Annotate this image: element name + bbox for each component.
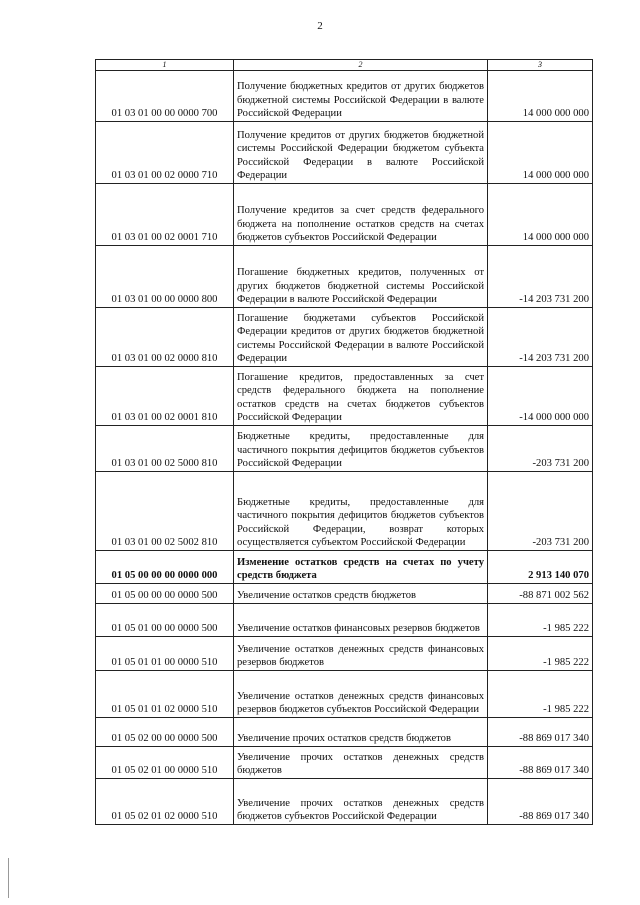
table-row	[96, 308, 593, 367]
row-name: Получение кредитов за счет средств федерального бюджета на пополнение остатков средств на счетах бюджетов субъектов Российской Федерации	[234, 184, 488, 246]
page-number: 2	[317, 20, 323, 32]
row-amount: -14 203 731 200	[488, 246, 593, 308]
row-amount: -88 869 017 340	[488, 747, 593, 779]
row-name: Погашение кредитов, предоставленных за счет средств федерального бюджета на пополнение остатков средств на счетах бюджетов субъектов Российской Федерации	[234, 367, 488, 426]
table-row	[96, 604, 593, 637]
row-code: 01 03 01 00 00 0000 700	[96, 71, 234, 122]
row-name: Увеличение прочих остатков денежных средств бюджетов субъектов Российской Федерации	[234, 779, 488, 825]
row-amount: -203 731 200	[488, 472, 593, 551]
row-code: 01 05 02 01 02 0000 510	[96, 779, 234, 825]
row-code: 01 05 02 01 00 0000 510	[96, 747, 234, 779]
row-amount: 14 000 000 000	[488, 122, 593, 184]
row-amount: -14 203 731 200	[488, 308, 593, 367]
table-row	[96, 584, 593, 604]
row-code: 01 03 01 00 02 0000 710	[96, 122, 234, 184]
row-name: Увеличение прочих остатков денежных средств бюджетов	[234, 747, 488, 779]
column-header-name: 2	[234, 60, 488, 71]
row-name: Увеличение остатков денежных средств финансовых резервов бюджетов	[234, 637, 488, 671]
table-row	[96, 671, 593, 718]
row-name: Получение кредитов от других бюджетов бюджетной системы Российской Федерации бюджетом субъекта Российской Федерации в валюте Российской Федерации	[234, 122, 488, 184]
row-name: Увеличение остатков финансовых резервов бюджетов	[234, 604, 488, 637]
column-header-amount: 3	[488, 60, 593, 71]
row-amount: 2 913 140 070	[488, 551, 593, 584]
row-code: 01 03 01 00 02 0001 710	[96, 184, 234, 246]
row-code: 01 03 01 00 00 0000 800	[96, 246, 234, 308]
row-amount: 14 000 000 000	[488, 71, 593, 122]
table-row	[96, 71, 593, 122]
table-row	[96, 426, 593, 472]
column-header-code: 1	[96, 60, 234, 71]
row-amount: -1 985 222	[488, 604, 593, 637]
row-name: Бюджетные кредиты, предоставленные для частичного покрытия дефицитов бюджетов субъектов Российской Федерации, возврат которых осуществляется субъектом Российской Федерации	[234, 472, 488, 551]
row-name: Изменение остатков средств на счетах по учету средств бюджета	[234, 551, 488, 584]
row-code: 01 05 00 00 00 0000 000	[96, 551, 234, 584]
table-row	[96, 246, 593, 308]
row-amount: -1 985 222	[488, 637, 593, 671]
table-row	[96, 367, 593, 426]
row-name: Увеличение остатков денежных средств финансовых резервов бюджетов субъектов Российской Федерации	[234, 671, 488, 718]
row-amount: -88 869 017 340	[488, 718, 593, 747]
row-code: 01 05 02 00 00 0000 500	[96, 718, 234, 747]
row-amount: -203 731 200	[488, 426, 593, 472]
row-amount: -88 869 017 340	[488, 779, 593, 825]
row-code: 01 03 01 00 02 5000 810	[96, 426, 234, 472]
row-amount: -14 000 000 000	[488, 367, 593, 426]
row-code: 01 03 01 00 02 5002 810	[96, 472, 234, 551]
row-name: Получение бюджетных кредитов от других бюджетов бюджетной системы Российской Федерации в валюте Российской Федерации	[234, 71, 488, 122]
table-row	[96, 718, 593, 747]
table-header-row	[96, 60, 593, 71]
row-name: Погашение бюджетных кредитов, полученных от других бюджетов бюджетной системы Российской Федерации в валюте Российской Федерации	[234, 246, 488, 308]
table-row	[96, 747, 593, 779]
row-code: 01 05 00 00 00 0000 500	[96, 584, 234, 604]
row-code: 01 03 01 00 02 0000 810	[96, 308, 234, 367]
row-code: 01 05 01 01 02 0000 510	[96, 671, 234, 718]
table-row	[96, 472, 593, 551]
table-row	[96, 184, 593, 246]
budget-sources-table	[95, 59, 593, 825]
row-name: Увеличение прочих остатков средств бюджетов	[234, 718, 488, 747]
row-name: Увеличение остатков средств бюджетов	[234, 584, 488, 604]
scan-margin-line	[8, 858, 9, 898]
row-name: Погашение бюджетами субъектов Российской Федерации кредитов от других бюджетов бюджетной системы Российской Федерации в валюте Российской Федерации	[234, 308, 488, 367]
row-code: 01 05 01 00 00 0000 500	[96, 604, 234, 637]
row-code: 01 05 01 01 00 0000 510	[96, 637, 234, 671]
row-code: 01 03 01 00 02 0001 810	[96, 367, 234, 426]
table-row	[96, 122, 593, 184]
row-amount: -1 985 222	[488, 671, 593, 718]
table-row	[96, 779, 593, 825]
row-amount: -88 871 002 562	[488, 584, 593, 604]
table-row-total	[96, 551, 593, 584]
table-row	[96, 637, 593, 671]
row-amount: 14 000 000 000	[488, 184, 593, 246]
row-name: Бюджетные кредиты, предоставленные для частичного покрытия дефицитов бюджетов субъектов Российской Федерации	[234, 426, 488, 472]
